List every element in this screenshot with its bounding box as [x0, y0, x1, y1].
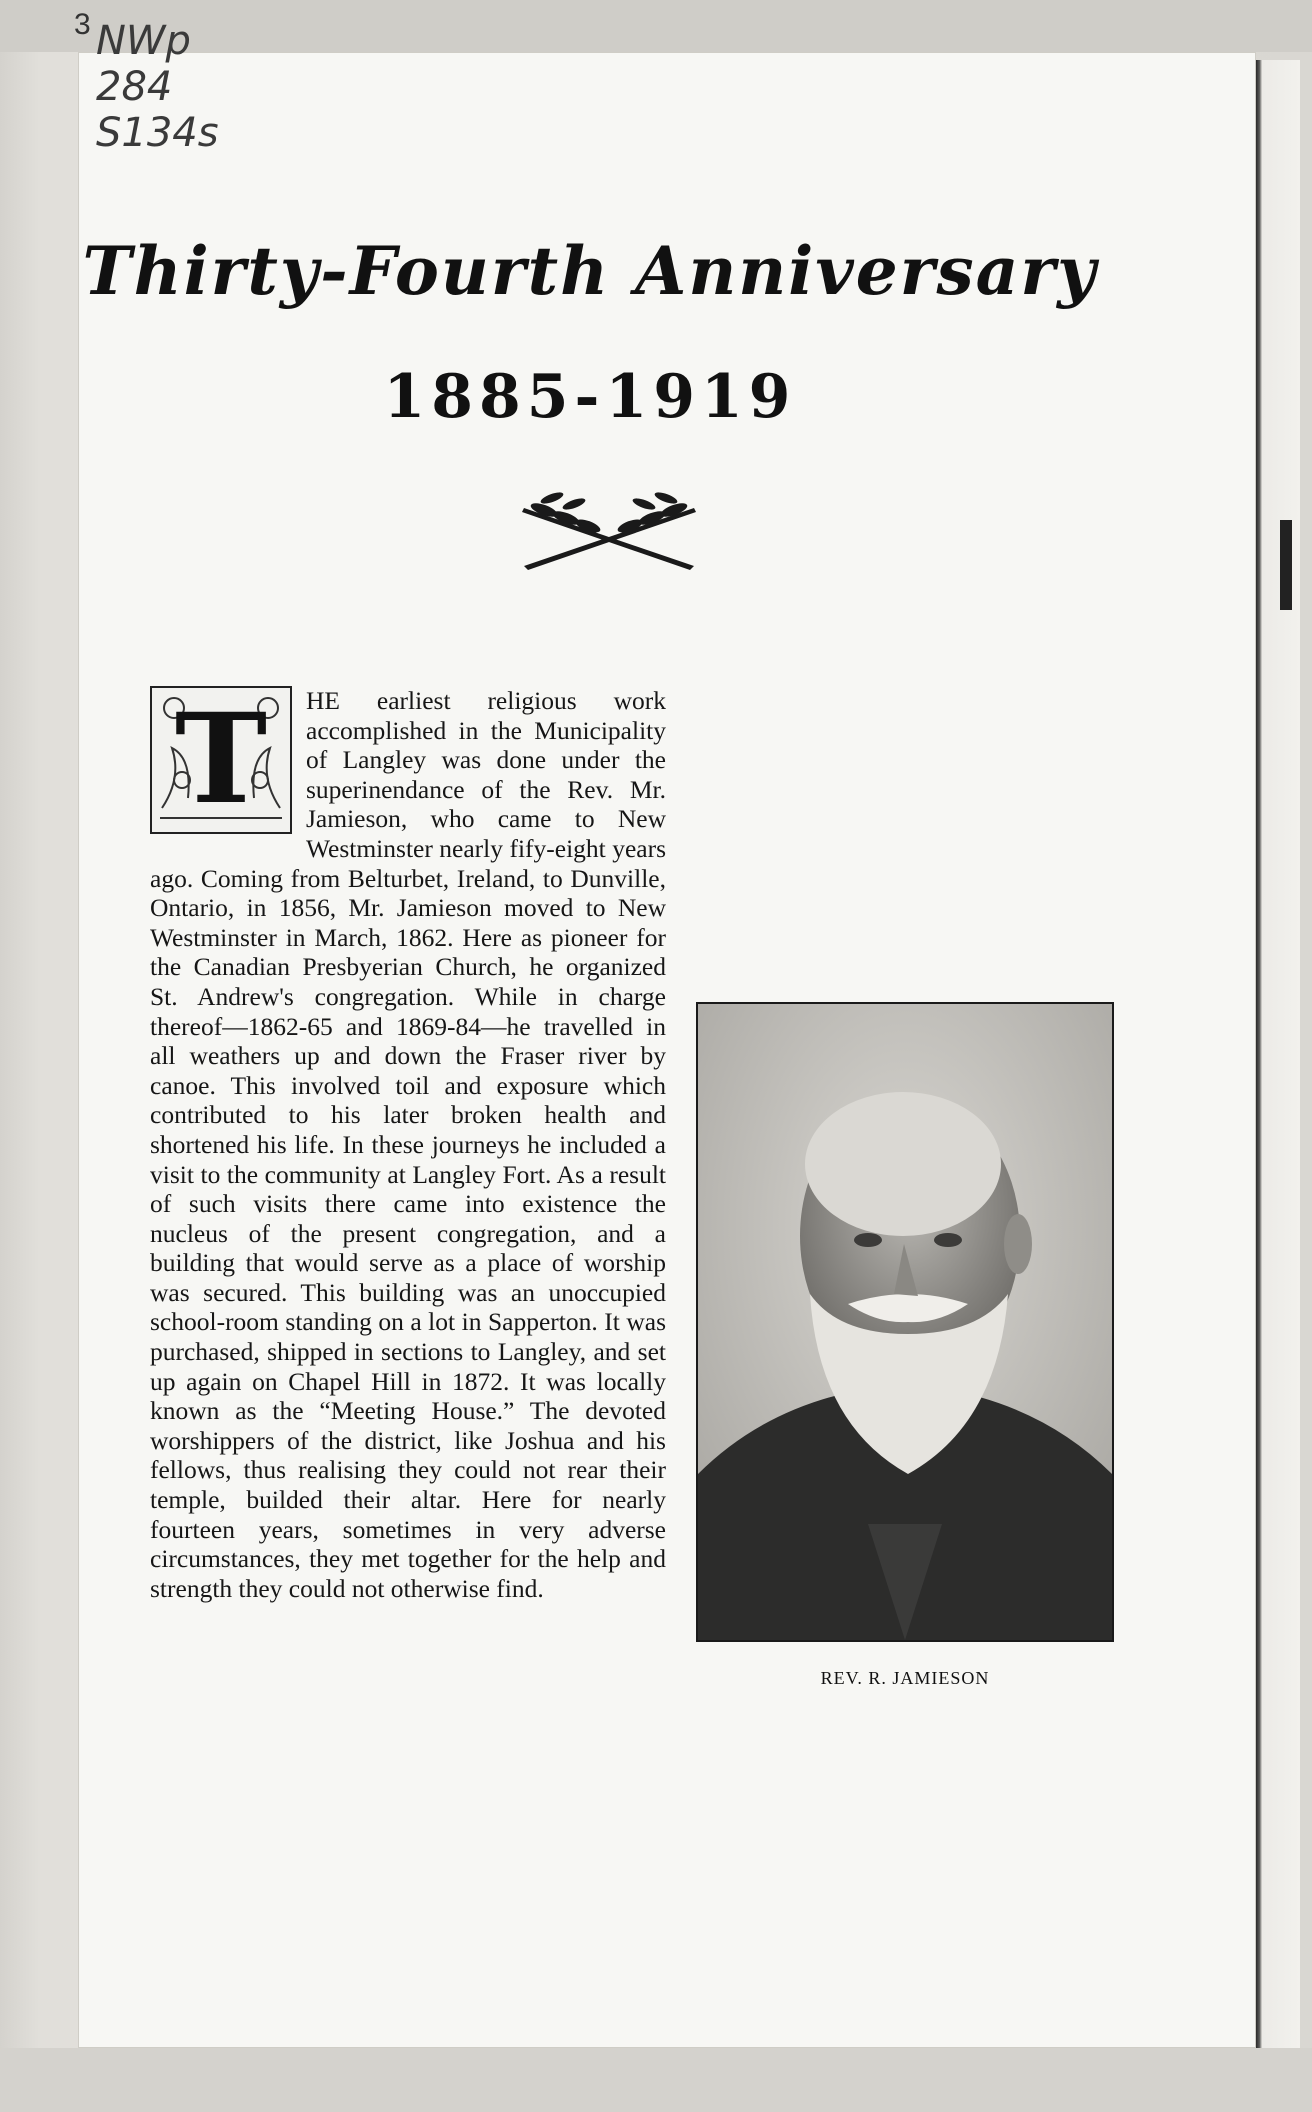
article-paragraph: HE earliest religious work accomplished in the Municipality of Langley was done under the superinendance of the Rev. Mr. Jamieson, who came to New Westminster nearly fify-eight years ago. Coming from Belturbet, Ireland, to Dunville, Ontario, in 1856, Mr. Jamieson moved to New Westminster in March, 1862. Here as pioneer for the Canadian Presbyerian Church, he organized St. Andrew's congregation. While in charge thereof—1862-65 and 1869-84—he travelled in all weathers up and down the Fraser river by canoe. This involved toil and exposure which contributed to his later broken health and shortened his life. In these journeys he included a visit to the community at Langley Fort. As a result of such visits there came into existence the nucleus of the present congregation, and a building that would serve as a place of worship was secured. This building was an unoccupied school-room standing on a lot in Sapperton. It was purchased, shipped in sections to Langley, and set up again on Chapel Hill in 1872. It was locally known as the “Meeting House.” The devoted worshippers of the district, like Joshua and his fellows, thus realising they could not rear their temple, builded their altar. Here for nearly fourteen years, sometimes in very adverse circumstances, they met together for the help and strength they could not otherwise find. [150, 686, 666, 1603]
call-number-line: S134s [96, 110, 219, 156]
portrait-photo [696, 1002, 1114, 1642]
scan-edge-mark [1280, 520, 1292, 610]
call-number-line: NWp [96, 18, 191, 64]
scan-corner-mark: 3 [74, 8, 91, 41]
handwritten-call-number [96, 18, 266, 156]
call-number-line: 284 [96, 64, 173, 110]
anniversary-years: 1885-1919 [383, 362, 797, 432]
laurel-ornament-icon [504, 488, 714, 574]
portrait-caption: REV. R. JAMIESON [820, 1668, 990, 1688]
portrait-figure [696, 1002, 1114, 1694]
scan-right-edge [1256, 60, 1300, 2060]
page-title: Thirty-Fourth Anniversary [82, 232, 1098, 310]
dropcap-letter: T [174, 687, 268, 832]
dropcap-ornament [150, 686, 292, 834]
scan-bottom-edge [0, 2048, 1312, 2112]
portrait-image [698, 1004, 1112, 1640]
article-body [150, 686, 1128, 1694]
